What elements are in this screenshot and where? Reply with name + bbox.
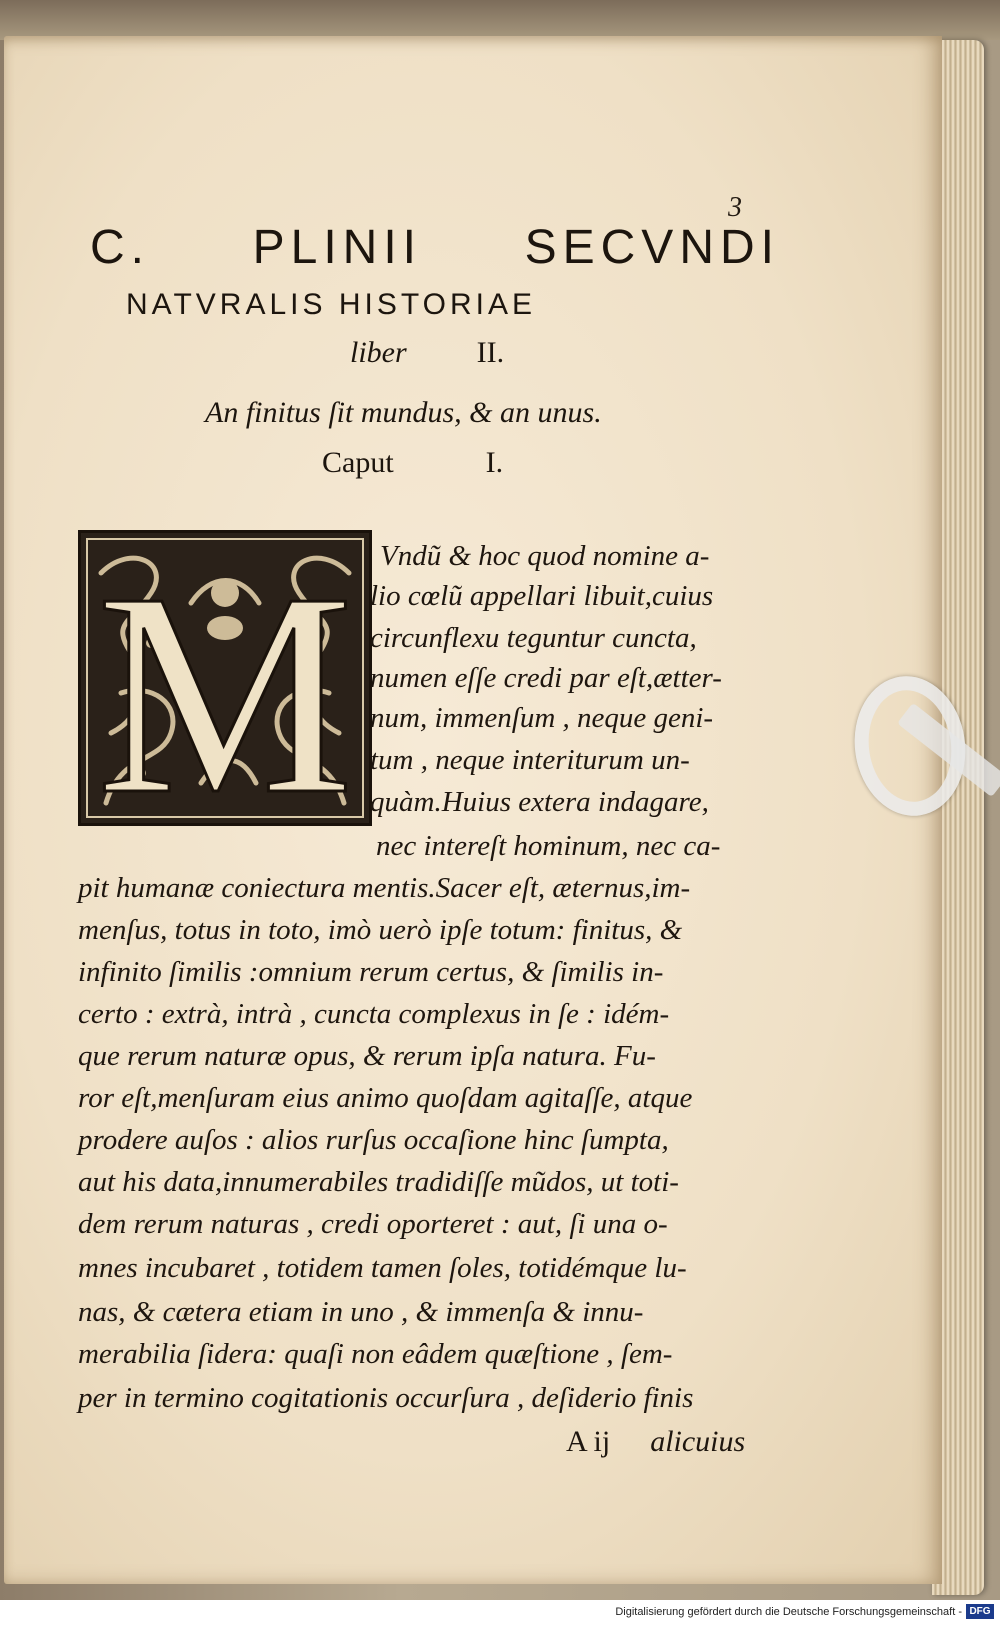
text-line: quàm.Huius extera indagare, [370,786,709,818]
initial-ornament [81,533,369,823]
text-line: ror eſt,menſuram eius animo quoſdam agitaſſe, atque [78,1082,693,1114]
subtitle: NATVRALIS HISTORIAE [126,288,536,321]
chapter-title: An finitus ſit mundus, & an unus. [205,396,602,429]
text-line: pit humanæ coniectura mentis.Sacer eſt, æternus,im- [78,872,691,904]
signature-mark: A ij [566,1425,611,1458]
liber-word: liber [350,336,407,369]
liber-number: II. [476,336,505,369]
text-line: merabilia ſidera: quaſi non eâdem quæſtione , ſem- [78,1338,673,1370]
text-line: prodere auſos : alios rurſus occaſione hinc ſumpta, [78,1124,669,1156]
text-line: numen eſſe credi par eſt,ætter- [370,662,722,694]
book-cover-edge [0,0,1000,40]
text-line: num, immenſum , neque geni- [370,702,714,734]
text-line: tum , neque interiturum un- [370,744,690,776]
caput-word: Caput [322,446,394,479]
initial-letter: M [96,533,354,823]
text-line: nas, & cætera etiam in uno , & immenſa & innu- [78,1296,644,1328]
folio-number: 3 [728,192,742,223]
book-number-line [350,336,504,370]
text-line: infinito ſimilis :omnium rerum certus, & ſimilis in- [78,956,664,988]
text-line: que rerum naturæ opus, & rerum ipſa natura. Fu- [78,1040,656,1072]
text-line: aut his data,innumerabiles tradidiſſe mũdos, ut toti- [78,1166,679,1198]
decorated-initial [78,530,372,826]
text-line: lio cœlũ appellari libuit,cuius [370,580,714,612]
text-line: nec intereſt hominum, nec ca- [376,830,721,862]
catchword: alicuius [650,1425,746,1458]
main-title [90,220,780,275]
text-line: per in termino cogitationis occurſura , deſiderio finis [78,1382,694,1414]
text-line: menſus, totus in toto, imò uerò ipſe totum: finitus, & [78,914,683,946]
dfg-logo: DFG [966,1604,994,1619]
chapter-number-line [322,446,503,480]
title-word: SECVNDI [524,221,780,274]
title-word: C. [90,221,150,274]
text-line: circunflexu teguntur cuncta, [370,622,697,654]
text-line: mnes incubaret , totidem tamen ſoles, totidémque lu- [78,1252,687,1284]
signature-catchword-line [566,1425,745,1459]
title-word: PLINII [252,221,422,274]
text-line: Vndũ & hoc quod nomine a- [380,540,710,572]
caput-number: I. [485,446,504,479]
digitization-credit: Digitalisierung gefördert durch die Deutsche Forschungsgemeinschaft - [615,1606,962,1618]
text-line: certo : extrà, intrà , cuncta complexus in ſe : idém- [78,998,670,1030]
text-line: dem rerum naturas , credi oporteret : aut, ſi una o- [78,1208,668,1240]
